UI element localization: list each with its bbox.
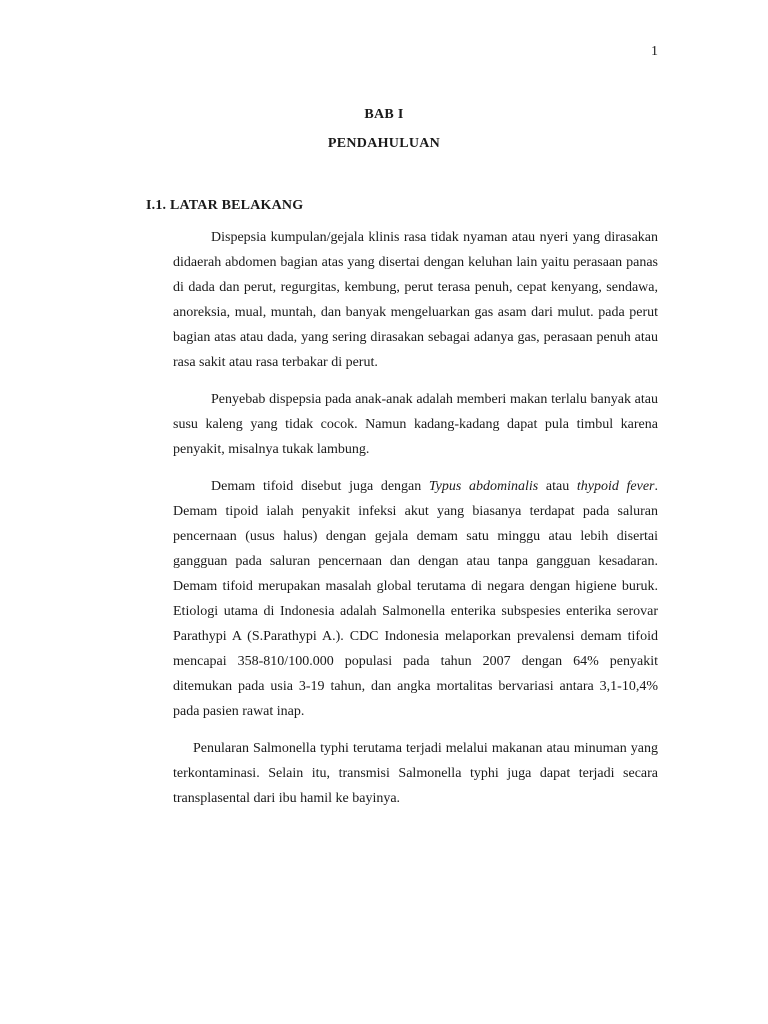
chapter-label: BAB I	[364, 107, 404, 122]
italic-term-typus-abdominalis: Typus abdominalis	[428, 479, 539, 494]
paragraph-dispepsia-definition: Dispepsia kumpulan/gejala klinis rasa tidak nyaman atau nyeri yang dirasakan didaerah abdomen bagian atas yang disertai dengan keluhan lain yaitu perasaan panas di dada dan perut, regurgitas, kembung, perut terasa penuh, cepat kenyang, sendawa, anoreksia, mual, muntah, dan banyak mengeluarkan gas asam dari mulut. pada perut bagian atas atau dada, yang sering dirasakan sebagai adanya gas, perasaan penuh atau rasa sakit atau rasa terbakar di perut.	[173, 230, 658, 370]
page-number: 1	[651, 44, 658, 59]
paragraph-dispepsia-cause: Penyebab dispepsia pada anak-anak adalah memberi makan terlalu banyak atau susu kaleng yang tidak cocok. Namun kadang-kadang dapat pula timbul karena penyakit, misalnya tukak lambung.	[173, 392, 658, 457]
paragraph-text-segment: atau	[538, 479, 577, 494]
paragraph-demam-tifoid	[173, 474, 658, 724]
paragraph-text-segment: Demam tifoid disebut juga dengan	[211, 479, 429, 494]
chapter-title: PENDAHULUAN	[327, 136, 441, 151]
italic-term-thypoid-fever: thypoid fever	[576, 479, 655, 494]
paragraph-penularan: Penularan Salmonella typhi terutama terjadi melalui makanan atau minuman yang terkontaminasi. Selain itu, transmisi Salmonella typhi juga dapat terjadi secara transplasental dari ibu hamil ke bayinya.	[173, 741, 658, 806]
section-heading: I.1. LATAR BELAKANG	[146, 198, 304, 213]
body-text	[173, 225, 658, 823]
paragraph-text-segment: . Demam tipoid ialah penyakit infeksi akut yang biasanya terdapat pada saluran pencernaan (usus halus) dengan gejala demam satu minggu atau lebih disertai gangguan pada saluran pencernaan dan dengan atau tanpa gangguan kesadaran. Demam tifoid merupakan masalah global terutama di negara dengan higiene buruk. Etiologi utama di Indonesia adalah Salmonella enterika subspesies enterika serovar Parathypi A (S.Parathypi A.). CDC Indonesia melaporkan prevalensi demam tifoid mencapai 358-810/100.000 populasi pada tahun 2007 dengan 64% penyakit ditemukan pada usia 3-19 tahun, dan angka mortalitas bervariasi antara 3,1-10,4% pada pasien rawat inap.	[173, 479, 658, 719]
